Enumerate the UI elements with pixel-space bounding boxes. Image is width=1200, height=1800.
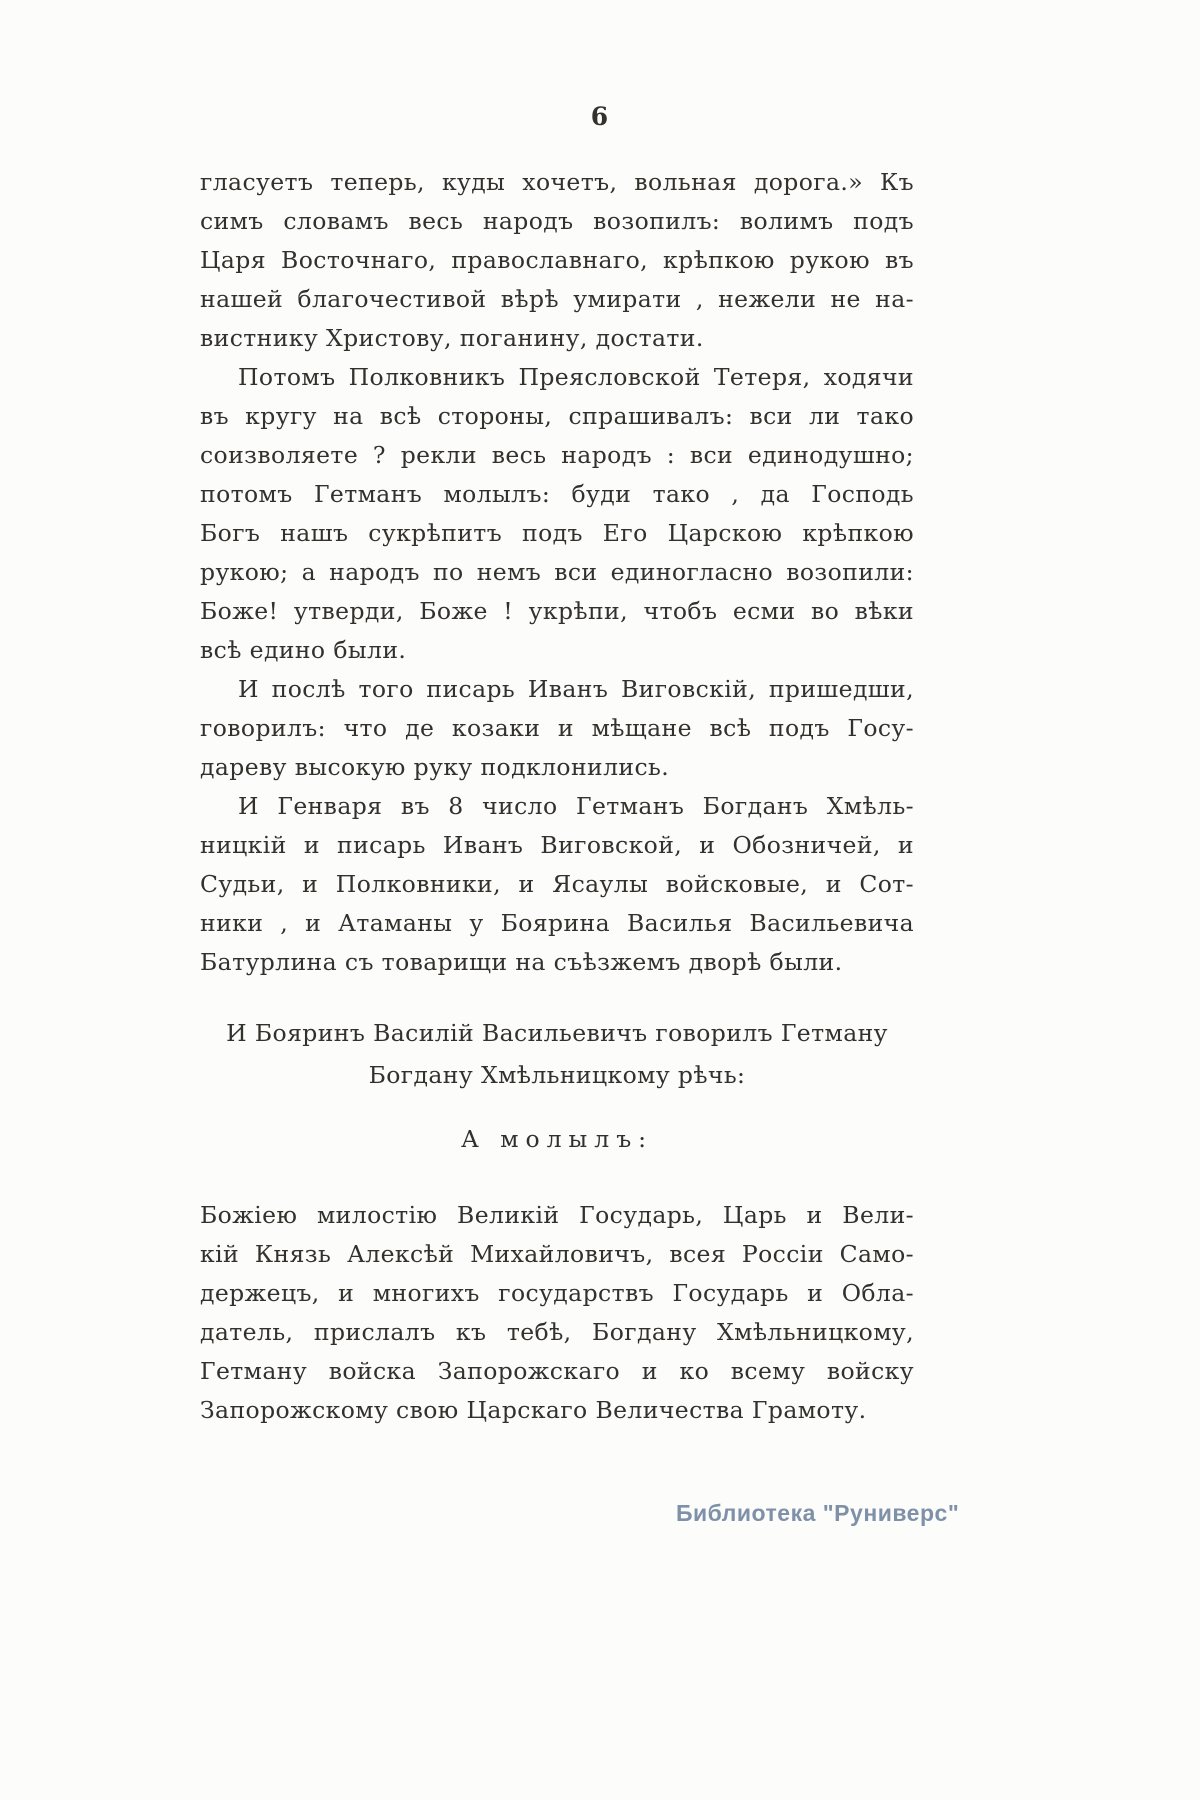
heading-line: Богдану Хмѣльницкому рѣчь: <box>368 1061 746 1089</box>
text-line: Богъ нашъ сукрѣпитъ подъ Его Царскою крѣпкою <box>200 519 914 547</box>
text-line: датель, прислалъ къ тебѣ, Богдану Хмѣльницкому, <box>200 1318 914 1346</box>
heading-line: И Бояринъ Василій Васильевичъ говорилъ Гетману <box>226 1019 888 1047</box>
text-line: Божіею милостію Великій Государь, Царь и Вели- <box>200 1201 914 1229</box>
page-number: 6 <box>590 102 610 131</box>
text-line: симъ словамъ весь народъ возопилъ: волимъ подъ <box>200 207 914 235</box>
text-line: вистнику Христову, поганину, достати. <box>200 324 704 352</box>
subheading-line: А молылъ: <box>460 1125 654 1153</box>
text-line: держецъ, и многихъ государствъ Государь и Обла- <box>200 1279 914 1307</box>
text-line: Судьи, и Полковники, и Ясаулы войсковые, и Сот- <box>200 870 914 898</box>
text-line: И Генваря въ 8 число Гетманъ Богданъ Хмѣль- <box>238 792 914 820</box>
paragraph <box>200 163 914 358</box>
section-heading <box>200 1012 914 1096</box>
text-line: ники , и Атаманы у Боярина Василья Васильевича <box>200 909 914 937</box>
text-line: соизволяете ? рекли весь народъ : вси единодушно; <box>200 441 914 469</box>
text-line: нашей благочестивой вѣрѣ умирати , нежели не на- <box>200 285 914 313</box>
text-line: всѣ едино были. <box>200 636 407 664</box>
text-line: Потомъ Полковникъ Преясловской Тетеря, ходячи <box>238 363 914 391</box>
library-watermark: Библиотека "Руниверс" <box>676 1500 960 1526</box>
text-line: И послѣ того писарь Иванъ Виговскій, пришедши, <box>238 675 914 703</box>
text-line: Батурлина съ товарищи на съѣзжемъ дворѣ были. <box>200 948 843 976</box>
text-line: Царя Восточнаго, православнаго, крѣпкою рукою въ <box>200 246 914 274</box>
text-line: ницкій и писарь Иванъ Виговской, и Обозничей, и <box>200 831 914 859</box>
paragraph <box>200 787 914 982</box>
text-line: рукою; а народъ по немъ вси единогласно возопили: <box>200 558 914 586</box>
subheading <box>200 1118 914 1160</box>
text-line: потомъ Гетманъ молылъ: буди тако , да Господь <box>200 480 914 508</box>
text-line: Запорожскому свою Царскаго Величества Грамоту. <box>200 1396 867 1424</box>
text-line: дареву высокую руку подклонились. <box>200 753 670 781</box>
paragraph <box>200 1196 914 1430</box>
text-line: гласуетъ теперь, куды хочетъ, вольная дорога.» Къ <box>200 168 914 196</box>
text-line: кій Князь Алексѣй Михайловичъ, всея Россіи Само- <box>200 1240 914 1268</box>
paragraph <box>200 670 914 787</box>
text-line: въ кругу на всѣ стороны, спрашивалъ: вси ли тако <box>200 402 914 430</box>
text-block <box>200 163 914 1430</box>
text-line: говорилъ: что де козаки и мѣщане всѣ подъ Госу- <box>200 714 914 742</box>
paragraph <box>200 358 914 670</box>
text-line: Боже! утверди, Боже ! укрѣпи, чтобъ есми во вѣки <box>200 597 914 625</box>
text-line: Гетману войска Запорожскаго и ко всему войску <box>200 1357 914 1385</box>
